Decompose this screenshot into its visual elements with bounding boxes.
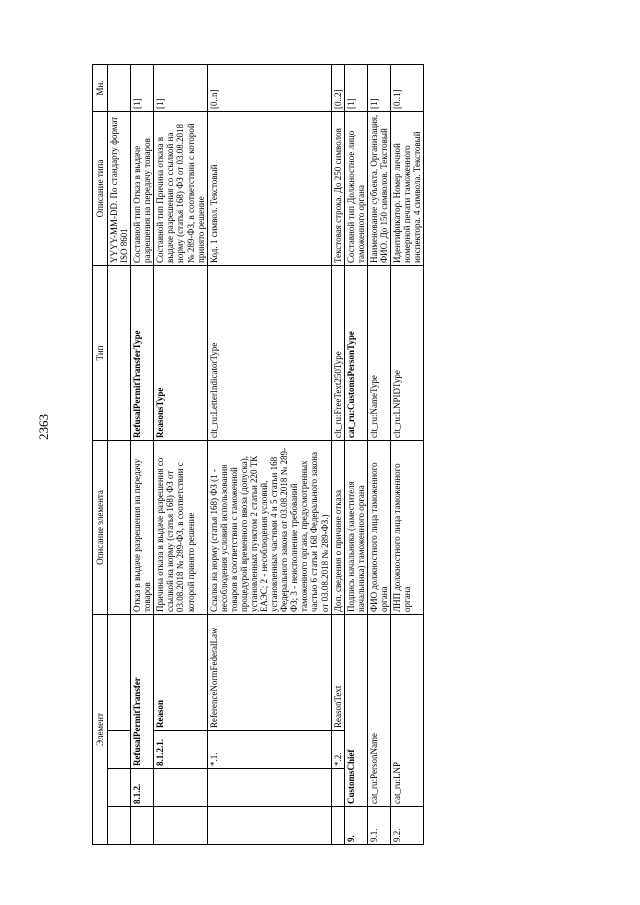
multiplicity-cell: [1] [367, 65, 390, 112]
type-description-cell: YYYY-MM-DD. По стандарту формат ISO 8601 [108, 112, 131, 266]
description-cell: Доп. сведения о причине отказа [331, 441, 344, 615]
element-name-cell: ReferenceNormFederalLaw [207, 615, 331, 731]
description-cell: Причина отказа в выдаче разрешения со ссылкой на норму (статья 168) ФЗ от 03.08.2018 № 289-ФЗ, в соответствии с которой принято решение [154, 441, 207, 615]
description-cell: ФИО должностного лица таможенного органа [367, 441, 390, 615]
header-element: Элемент [93, 615, 108, 845]
header-mn: Мн. [93, 65, 108, 112]
page-number: 2363 [36, 414, 51, 440]
type-description-cell: Код. 1 символ. Текстовый [207, 112, 331, 266]
type-description-cell: Составной тип Причина отказа в выдаче разрешения со ссылкой на норму (статья 168) ФЗ от 03.08.2018 № 289-ФЗ, в соответствии с которой принято решение [154, 112, 207, 266]
rotated-page [92, 65, 609, 845]
type-description-cell: Идентификатор. Номер личной номерной печати таможенного инспектора. 4 символа. Текстовый [391, 112, 424, 266]
multiplicity-cell: [0..1] [391, 65, 424, 112]
table-row [131, 65, 154, 845]
number-cell: *.1. [207, 731, 331, 769]
spec-table [92, 64, 424, 845]
description-cell: Ссылка на норму (статья 168) ФЗ (1 - несоблюдения условий использования товаров в соответствии с таможенной процедурой временного ввоза (допуска), установленных пунктом 2 статьи 220 ТК ЕАЭС; 2 - несоблюдения условий, установленных частями 4 и 5 статьи 168 Федерального закона от 03.08.2018 № 289-ФЗ; 3 - неисполнение требований таможенного органа, предусмотренных частью 6 статьи 168 Федерального закона от 03.08.2018 № 289-ФЗ.) [207, 441, 331, 615]
table-row [331, 65, 344, 845]
multiplicity-cell: [1] [131, 65, 154, 112]
type-description-cell: Наименование субъекта. Организация, ФИО. До 150 символов. Текстовый [367, 112, 390, 266]
multiplicity-cell: [0..2] [331, 65, 344, 112]
type-cell: clt_ru:LetterIndicatorType [207, 266, 331, 441]
type-cell: cat_ru:CustomsPersonType [344, 266, 367, 441]
element-name-cell: CustomsChief [344, 615, 367, 807]
multiplicity-cell: [1] [154, 65, 207, 112]
number-cell: *.2. [331, 731, 344, 769]
table-row [108, 65, 131, 845]
element-name-cell: RefusalPermitTransfer [131, 615, 154, 769]
multiplicity-cell: [1] [344, 65, 367, 112]
table-row [344, 65, 367, 845]
number-cell: 9. [344, 807, 367, 845]
type-description-cell: Составной тип Должностное лицо таможенного органа [344, 112, 367, 266]
number-cell: 9.1. [367, 807, 390, 845]
element-name-cell: cat_ru:PersonName [367, 615, 390, 807]
type-cell: RefusalPermitTransferType [131, 266, 154, 441]
type-cell: clt_ru:FreeText250Type [331, 266, 344, 441]
multiplicity-cell: [0..n] [207, 65, 331, 112]
table-row [207, 65, 331, 845]
table-row [391, 65, 424, 845]
header-type-description: Описание типа [93, 112, 108, 266]
header-type: Тип [93, 266, 108, 441]
element-name-cell: Reason [154, 615, 207, 731]
element-name-cell: ReasonText [331, 615, 344, 731]
element-name-cell: cat_ru:LNP [391, 615, 424, 807]
type-cell: ReasonsType [154, 266, 207, 441]
number-cell: 9.2. [391, 807, 424, 845]
description-cell: ЛНП должностного лица таможенного органа [391, 441, 424, 615]
description-cell: Подпись начальника (заместителя начальника) таможенного органа [344, 441, 367, 615]
number-cell: 8.1.2.1. [154, 731, 207, 769]
header-row [93, 65, 108, 845]
description-cell: Отказ в выдаче разрешения на передачу товаров [131, 441, 154, 615]
table-row [367, 65, 390, 845]
type-description-cell: Составной тип Отказ в выдаче разрешения на передачу товаров [131, 112, 154, 266]
type-cell: clt_ru:NameType [367, 266, 390, 441]
header-description: Описание элемента [93, 441, 108, 615]
type-description-cell: Текстовая строка. До 250 символов [331, 112, 344, 266]
type-cell: clt_ru:LNPIDType [391, 266, 424, 441]
table-row [154, 65, 207, 845]
number-cell: 8.1.2. [131, 769, 154, 807]
